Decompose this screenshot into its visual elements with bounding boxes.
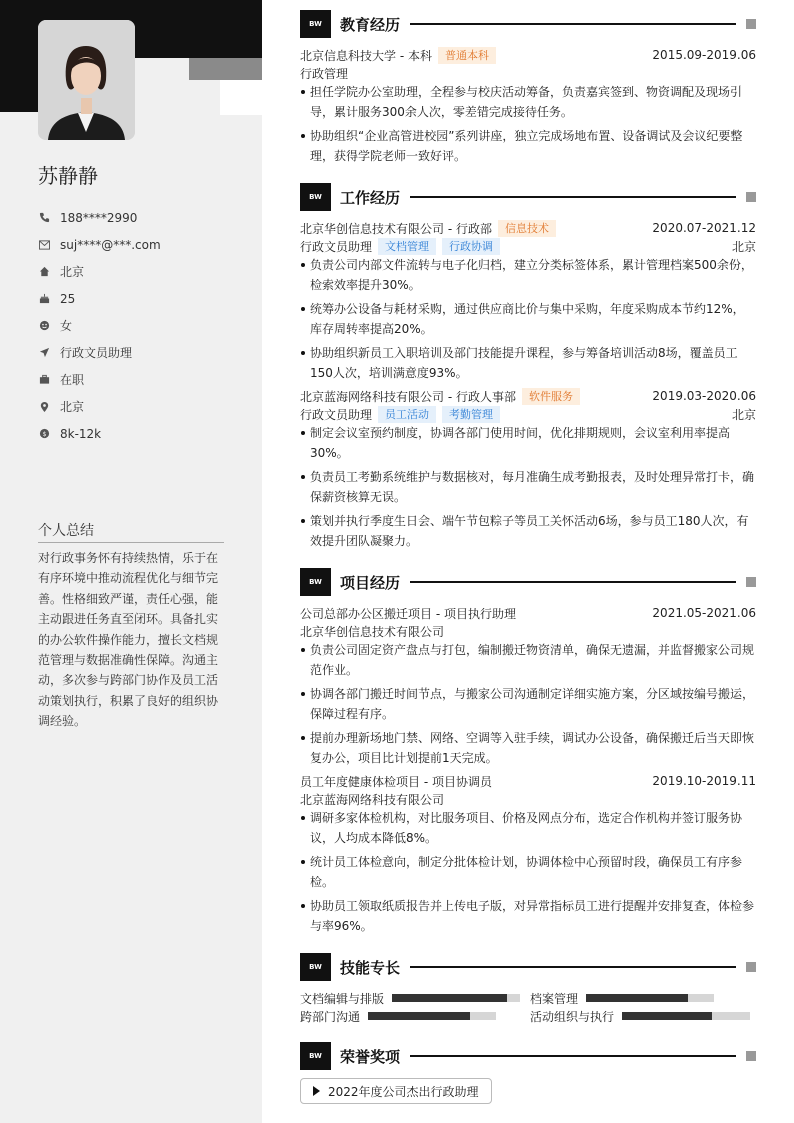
work-skill-tag: 员工活动 bbox=[378, 406, 436, 423]
work-bullets bbox=[300, 255, 756, 387]
section-logo: BW bbox=[300, 10, 331, 38]
summary-text: 对行政事务怀有持续热情，乐于在有序环境中推动流程优化与细节完善。性格细致严谨，责任心强，能主动跟进任务直至闭环。具备扎实的办公软件操作能力，擅长文档规范管理与数据准确性保障。沟通主动，多次参与跨部门协作及员工活动策划执行，积累了良好的组织协调经验。 bbox=[38, 551, 219, 729]
list-item: 协助组织新员工入职培训及部门技能提升课程，参与筹备培训活动8场，覆盖员工150人次，培训满意度93%。 bbox=[300, 343, 756, 383]
section-square bbox=[746, 192, 756, 202]
info-position-text: 行政文员助理 bbox=[60, 346, 133, 360]
salary-icon bbox=[38, 428, 50, 440]
work-city: 北京 bbox=[731, 407, 756, 422]
list-item: 担任学院办公室助理，全程参与校庆活动筹备，负责嘉宾签到、物资调配及现场引导，累计服务300余人次，零差错完成接待任务。 bbox=[300, 82, 756, 122]
briefcase-icon bbox=[38, 374, 50, 386]
skill-name: 跨部门沟通 bbox=[300, 1009, 361, 1024]
section-square bbox=[746, 19, 756, 29]
work-skill-tag: 行政协调 bbox=[442, 238, 500, 255]
education-bullets bbox=[300, 82, 756, 170]
list-item: 协助组织“企业高管进校园”系列讲座，独立完成场地布置、设备调试及会议纪要整理，获得学院老师一致好评。 bbox=[300, 126, 756, 166]
project-company-row bbox=[300, 790, 756, 808]
work-skill-tag: 文档管理 bbox=[378, 238, 436, 255]
cake-icon bbox=[38, 293, 50, 305]
project-bullets bbox=[300, 808, 756, 940]
education-tag: 普通本科 bbox=[438, 47, 496, 64]
list-item: 负责公司内部文件流转与电子化归档，建立分类标签体系，累计管理档案500余份，检索效率提升30%。 bbox=[300, 255, 756, 295]
profile-photo bbox=[38, 20, 135, 140]
skill-item bbox=[530, 1007, 750, 1025]
skill-item bbox=[300, 1007, 496, 1025]
list-item: 协调各部门搬迁时间节点，与搬家公司沟通制定详细实施方案，分区域按编号搬运，保障过程有序。 bbox=[300, 684, 756, 724]
project-bullets bbox=[300, 640, 756, 772]
play-triangle-icon bbox=[313, 1086, 320, 1096]
sidebar bbox=[0, 0, 262, 1123]
project-company: 北京华创信息技术有限公司 bbox=[300, 624, 445, 639]
work-company-row bbox=[300, 219, 756, 237]
list-item: 制定会议室预约制度，协调各部门使用时间，优化排期规则，会议室利用率提高30%。 bbox=[300, 423, 756, 463]
project-date: 2021.05-2021.06 bbox=[652, 606, 756, 620]
work-company: 北京华创信息技术有限公司 - 行政部 bbox=[300, 221, 492, 236]
section-work-header bbox=[300, 183, 756, 211]
section-divider bbox=[410, 1055, 736, 1057]
work-role: 行政文员助理 bbox=[300, 239, 373, 254]
project-company-row bbox=[300, 622, 756, 640]
work-bullets bbox=[300, 423, 756, 555]
project-title: 公司总部办公区搬迁项目 - 项目执行助理 bbox=[300, 606, 516, 621]
info-position bbox=[38, 339, 161, 366]
education-date: 2015.09-2019.06 bbox=[652, 48, 756, 62]
section-project-header bbox=[300, 568, 756, 596]
section-logo: BW bbox=[300, 953, 331, 981]
skill-bar-fill bbox=[392, 994, 507, 1002]
list-item: 统计员工体检意向，制定分批体检计划，协调体检中心预留时段，确保员工有序参检。 bbox=[300, 852, 756, 892]
section-title: 项目经历 bbox=[340, 573, 401, 592]
info-email-text: suj****@***.com bbox=[60, 237, 161, 252]
work-date: 2019.03-2020.06 bbox=[652, 389, 756, 403]
work-role: 行政文员助理 bbox=[300, 407, 373, 422]
info-home-text: 北京 bbox=[60, 265, 85, 279]
skill-name: 活动组织与执行 bbox=[530, 1009, 615, 1024]
list-item: 策划并执行季度生日会、端午节包粽子等员工关怀活动6场，参与员工180人次，有效提升团队凝聚力。 bbox=[300, 511, 756, 551]
info-location bbox=[38, 393, 161, 420]
section-education-header bbox=[300, 10, 756, 38]
section-title: 荣誉奖项 bbox=[340, 1047, 401, 1066]
award-text: 2022年度公司杰出行政助理 bbox=[328, 1084, 479, 1099]
mail-icon bbox=[38, 239, 50, 251]
skill-bar bbox=[586, 994, 714, 1002]
info-phone-text: 188****2990 bbox=[60, 210, 138, 225]
work-skill-tag: 考勤管理 bbox=[442, 406, 500, 423]
section-square bbox=[746, 1051, 756, 1061]
skill-bar-fill bbox=[368, 1012, 470, 1020]
info-status-text: 在职 bbox=[60, 373, 85, 387]
info-home bbox=[38, 258, 161, 285]
work-role-row bbox=[300, 237, 756, 255]
candidate-name: 苏静静 bbox=[38, 164, 98, 188]
summary-title: 个人总结 bbox=[38, 520, 224, 543]
send-icon bbox=[38, 347, 50, 359]
education-major: 行政管理 bbox=[300, 66, 349, 81]
section-logo: BW bbox=[300, 1042, 331, 1070]
section-square bbox=[746, 577, 756, 587]
education-major-row bbox=[300, 64, 756, 82]
profile-photo-portrait bbox=[38, 20, 135, 140]
list-item: 负责员工考勤系统维护与数据核对，每月准确生成考勤报表，及时处理异常打卡，确保薪资核算无误。 bbox=[300, 467, 756, 507]
skill-bar bbox=[392, 994, 520, 1002]
education-school: 北京信息科技大学 - 本科 bbox=[300, 48, 432, 63]
contact-info-list bbox=[38, 204, 161, 447]
info-location-text: 北京 bbox=[60, 400, 85, 414]
svg-text:$: $ bbox=[41, 429, 47, 438]
work-industry-tag: 信息技术 bbox=[498, 220, 556, 237]
home-icon bbox=[38, 266, 50, 278]
info-email bbox=[38, 231, 161, 258]
list-item: 统筹办公设备与耗材采购，通过供应商比价与集中采购，年度采购成本节约12%，库存周转率提高20%。 bbox=[300, 299, 756, 339]
decor-block-gray bbox=[189, 58, 262, 80]
info-age bbox=[38, 285, 161, 312]
section-divider bbox=[410, 581, 736, 583]
section-logo: BW bbox=[300, 568, 331, 596]
skill-bar-fill bbox=[586, 994, 688, 1002]
list-item: 提前办理新场地门禁、网络、空调等入驻手续，调试办公设备，确保搬迁后当天即恢复办公，项目比计划提前1天完成。 bbox=[300, 728, 756, 768]
section-logo: BW bbox=[300, 183, 331, 211]
list-item: 协助员工领取纸质报告并上传电子版，对异常指标员工进行提醒并安排复查，体检参与率96%。 bbox=[300, 896, 756, 936]
decor-block-white bbox=[220, 80, 262, 115]
info-phone bbox=[38, 204, 161, 231]
project-title-row bbox=[300, 772, 756, 790]
project-date: 2019.10-2019.11 bbox=[652, 774, 756, 788]
skill-item bbox=[300, 989, 520, 1007]
decor-block-left bbox=[0, 58, 38, 112]
work-date: 2020.07-2021.12 bbox=[652, 221, 756, 235]
work-industry-tag: 软件服务 bbox=[522, 388, 580, 405]
project-title-row bbox=[300, 604, 756, 622]
list-item: 调研多家体检机构，对比服务项目、价格及网点分布，选定合作机构并签订服务协议，人均成本降低8%。 bbox=[300, 808, 756, 848]
section-title: 工作经历 bbox=[340, 188, 401, 207]
skill-item bbox=[530, 989, 714, 1007]
project-company: 北京蓝海网络科技有限公司 bbox=[300, 792, 445, 807]
section-divider bbox=[410, 23, 736, 25]
project-title: 员工年度健康体检项目 - 项目协调员 bbox=[300, 774, 492, 789]
info-status bbox=[38, 366, 161, 393]
section-divider bbox=[410, 196, 736, 198]
skill-name: 档案管理 bbox=[530, 991, 579, 1006]
section-title: 教育经历 bbox=[340, 15, 401, 34]
list-item: 负责公司固定资产盘点与打包，编制搬迁物资清单，确保无遗漏，并监督搬家公司规范作业。 bbox=[300, 640, 756, 680]
work-role-row bbox=[300, 405, 756, 423]
work-company: 北京蓝海网络科技有限公司 - 行政人事部 bbox=[300, 389, 516, 404]
location-pin-icon bbox=[38, 401, 50, 413]
work-company-row bbox=[300, 387, 756, 405]
skill-bar-fill bbox=[622, 1012, 712, 1020]
work-city: 北京 bbox=[731, 239, 756, 254]
skill-bar bbox=[368, 1012, 496, 1020]
skill-bar bbox=[622, 1012, 750, 1020]
section-title: 技能专长 bbox=[340, 958, 401, 977]
skill-name: 文档编辑与排版 bbox=[300, 991, 385, 1006]
section-skills-header bbox=[300, 953, 756, 981]
section-divider bbox=[410, 966, 736, 968]
info-gender-text: 女 bbox=[60, 319, 73, 333]
award-badge bbox=[300, 1078, 492, 1104]
info-gender bbox=[38, 312, 161, 339]
info-salary bbox=[38, 420, 161, 447]
section-square bbox=[746, 962, 756, 972]
info-salary-text: 8k-12k bbox=[60, 426, 102, 441]
phone-icon bbox=[38, 212, 50, 224]
section-honors-header bbox=[300, 1042, 756, 1070]
education-row bbox=[300, 46, 756, 64]
info-age-text: 25 bbox=[60, 291, 76, 306]
gender-icon bbox=[38, 320, 50, 332]
